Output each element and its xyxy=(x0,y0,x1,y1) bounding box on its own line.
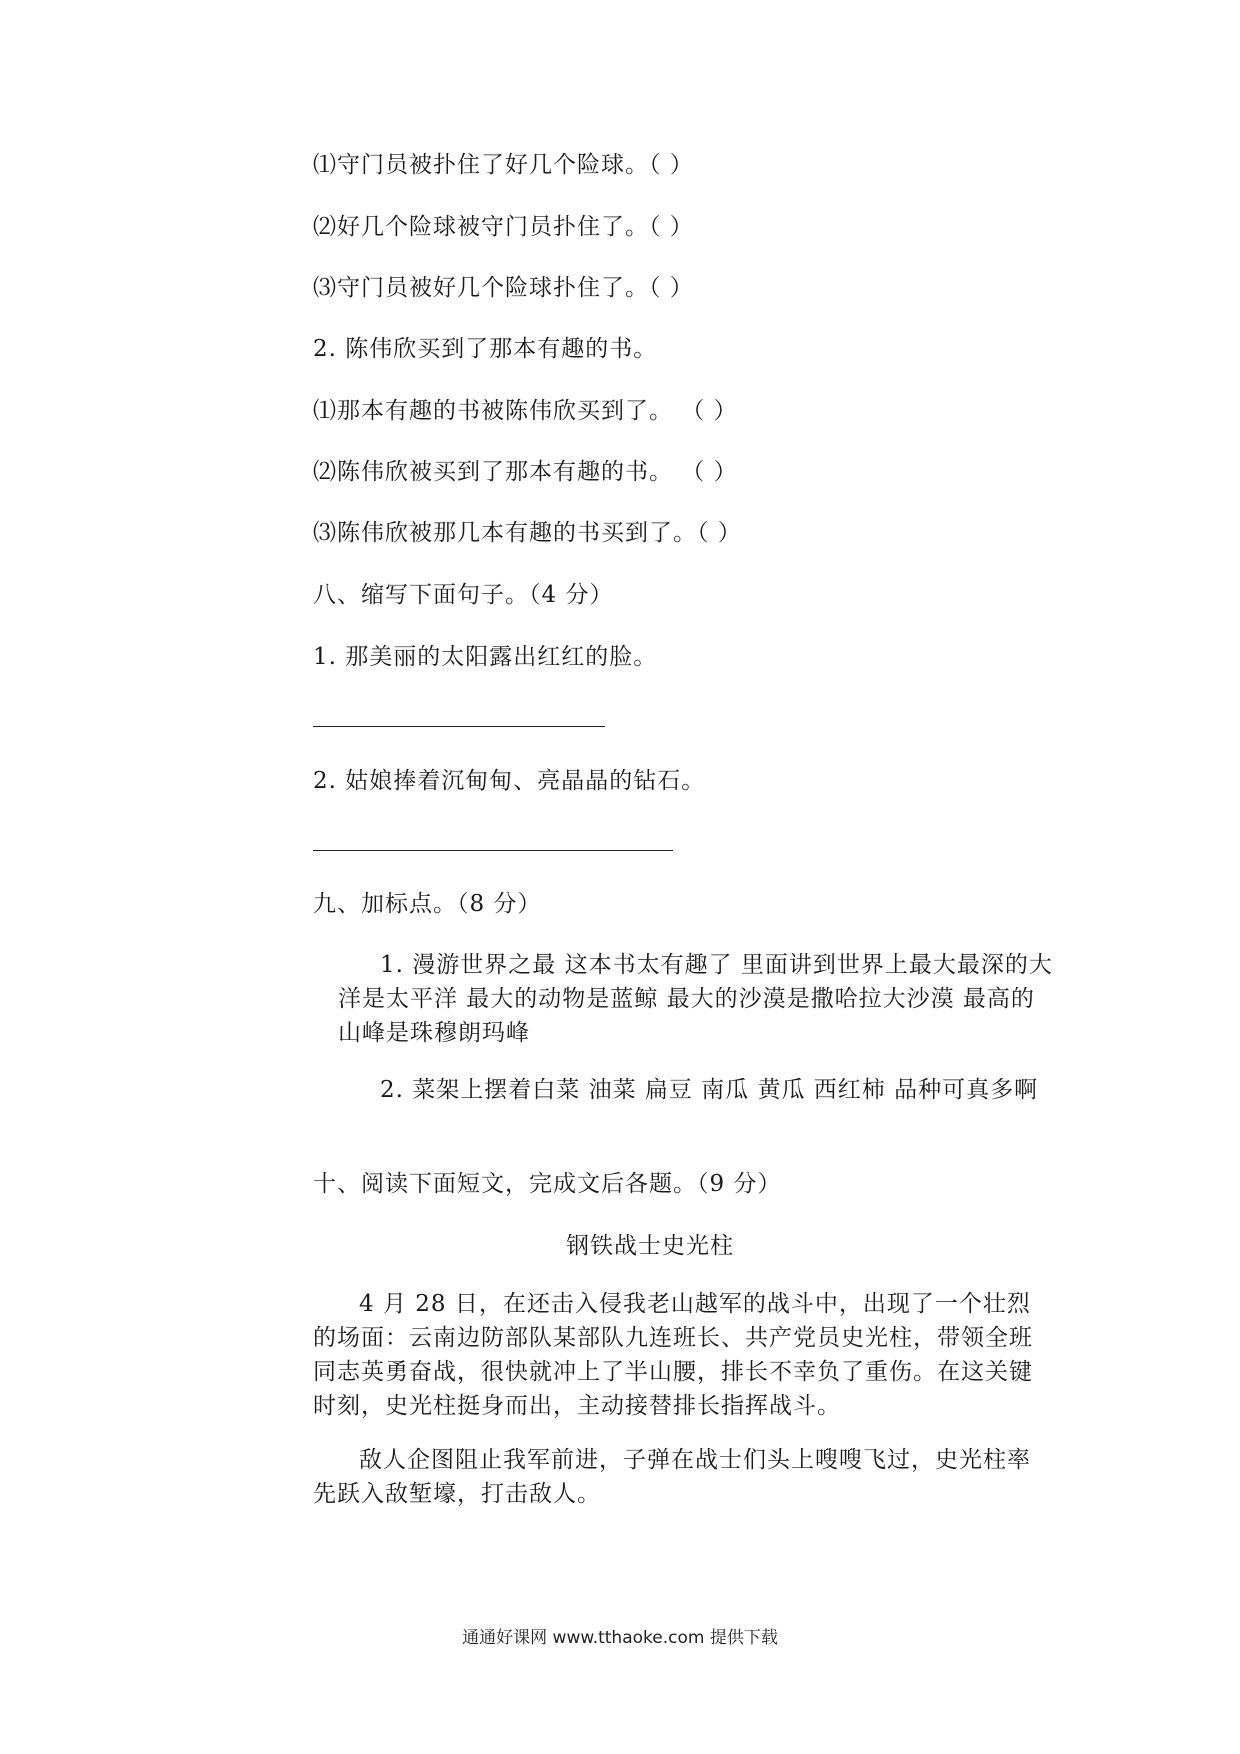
section-9-question-2: 2. 菜架上摆着白菜 油菜 扁豆 南瓜 黄瓜 西红柿 品种可真多啊 xyxy=(380,1077,1039,1103)
section-9-heading: 九、加标点。（8 分） xyxy=(313,891,542,917)
section-8-heading: 八、缩写下面句子。（4 分） xyxy=(313,582,614,608)
section-8-question-2: 2. 姑娘捧着沉甸甸、亮晶晶的钻石。 xyxy=(313,768,706,794)
passage-title: 钢铁战士史光柱 xyxy=(566,1233,734,1259)
q7-set1-option-1: ⑴守门员被扑住了好几个险球。（ ） xyxy=(313,152,694,178)
section-10-heading: 十、阅读下面短文，完成文后各题。（9 分） xyxy=(313,1171,782,1197)
q7-set2-stem: 2. 陈伟欣买到了那本有趣的书。 xyxy=(313,336,658,362)
footer-source: 通通好课网 www.tthaoke.com 提供下载 xyxy=(462,1628,778,1648)
answer-blank-1[interactable] xyxy=(313,726,605,727)
q7-set2-option-1: ⑴那本有趣的书被陈伟欣买到了。 （ ） xyxy=(313,398,738,424)
q7-set2-option-2: ⑵陈伟欣被买到了那本有趣的书。 （ ） xyxy=(313,459,738,485)
passage-paragraph-1: 4 月 28 日，在还击入侵我老山越军的战斗中，出现了一个壮烈的场面：云南边防部队某部队九连班长、共产党员史光柱，带领全班同志英勇奋战，很快就冲上了半山腰，排长不幸负了重伤。在这关键时刻，史光柱挺身而出，主动接替排长指挥战斗。 xyxy=(313,1291,1033,1419)
section-9-question-1: 1. 漫游世界之最 这本书太有趣了 里面讲到世界上最大最深的大洋是太平洋 最大的动物是蓝鲸 最大的沙漠是撒哈拉大沙漠 最高的山峰是珠穆朗玛峰 xyxy=(338,952,1053,1046)
section-8-question-1: 1. 那美丽的太阳露出红红的脸。 xyxy=(313,644,658,670)
passage-paragraph-2: 敌人企图阻止我军前进，子弹在战士们头上嗖嗖飞过，史光柱率先跃入敌堑壕，打击敌人。 xyxy=(313,1447,1031,1507)
q7-set1-option-3: ⑶守门员被好几个险球扑住了。（ ） xyxy=(313,275,694,301)
q7-set2-option-3: ⑶陈伟欣被那几本有趣的书买到了。（ ） xyxy=(313,520,742,546)
answer-blank-2[interactable] xyxy=(313,850,673,851)
q7-set1-option-2: ⑵好几个险球被守门员扑住了。（ ） xyxy=(313,214,694,240)
